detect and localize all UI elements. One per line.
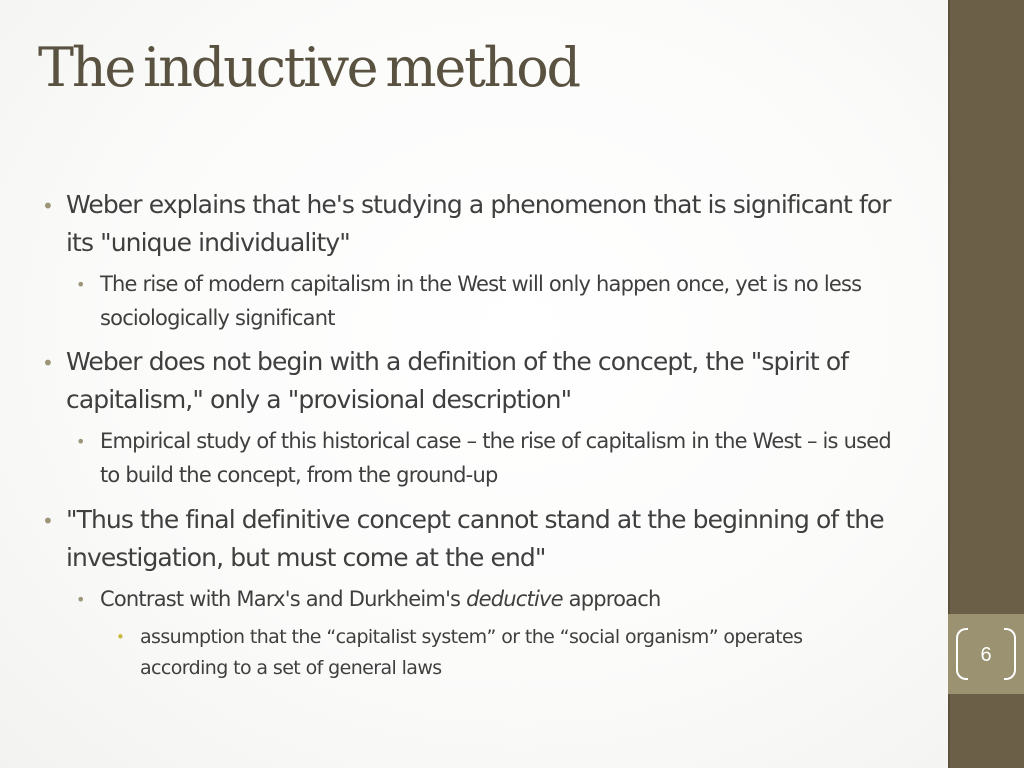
bullet-text: Contrast with Marx's and Durkheim's — [100, 587, 467, 611]
bullet-dot: • — [116, 628, 125, 646]
bullet-item-level1: Weber does not begin with a definition of the concept, the "spirit of capitalism," only a "provisional description" — [66, 347, 849, 414]
bullet-text: approach — [562, 587, 661, 611]
bullet-item-level1: "Thus the final definitive concept cannot stand at the beginning of the investigation, but must come at the end" — [66, 505, 884, 572]
bullet-dot: • — [42, 194, 54, 218]
bullet-dot: • — [76, 432, 86, 451]
emphasized-word: deductive — [466, 587, 563, 611]
bullet-dot: • — [76, 590, 86, 609]
bullet-item-level2: Empirical study of this historical case – the rise of capitalism in the West – is used to build the concept, from the ground-up — [100, 429, 891, 487]
bullet-item-level2: The rise of modern capitalism in the West will only happen once, yet is no less sociologically significant — [100, 272, 862, 330]
bullet-item-level2 — [100, 582, 910, 616]
bullet-item-level3: assumption that the “capitalist system” or the “social organism” operates according to a set of general laws — [140, 626, 803, 679]
bullet-dot: • — [42, 351, 54, 375]
bullet-dot: • — [42, 509, 54, 533]
page-number: 6 — [980, 644, 992, 666]
slide-title: The inductive method — [38, 36, 579, 99]
bullet-dot: • — [76, 275, 86, 294]
bullet-item-level1: Weber explains that he's studying a phenomenon that is significant for its "unique individuality" — [66, 190, 891, 257]
